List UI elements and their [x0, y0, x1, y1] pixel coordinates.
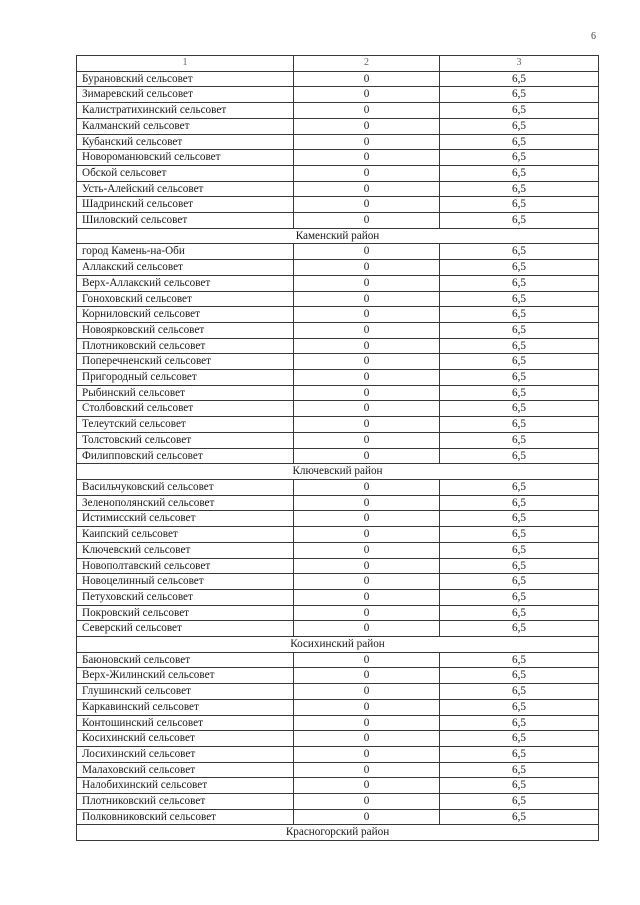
column-3-value: 6,5 [440, 103, 599, 119]
page-number: 6 [591, 31, 596, 42]
table-row [77, 370, 599, 386]
column-3-value: 6,5 [440, 165, 599, 181]
column-2-value: 0 [294, 370, 440, 386]
column-3-value: 6,5 [440, 762, 599, 778]
column-2-value: 0 [294, 260, 440, 276]
table-row [77, 322, 599, 338]
table-row [77, 684, 599, 700]
column-3-value: 6,5 [440, 181, 599, 197]
column-2-value: 0 [294, 181, 440, 197]
column-2-value: 0 [294, 542, 440, 558]
table-row [77, 558, 599, 574]
column-2-value: 0 [294, 715, 440, 731]
column-2-value: 0 [294, 731, 440, 747]
table-header-row [77, 56, 599, 72]
column-3-value: 6,5 [440, 495, 599, 511]
column-2-value: 0 [294, 778, 440, 794]
column-3-value: 6,5 [440, 338, 599, 354]
table-row [77, 652, 599, 668]
column-2-value: 0 [294, 197, 440, 213]
column-2-value: 0 [294, 432, 440, 448]
municipality-name: Ключевский сельсовет [77, 542, 294, 558]
municipality-name: Аллакский сельсовет [77, 260, 294, 276]
column-3-value: 6,5 [440, 511, 599, 527]
table-row [77, 621, 599, 637]
column-3-value: 6,5 [440, 197, 599, 213]
column-2-value: 0 [294, 746, 440, 762]
column-header-3: 3 [440, 56, 599, 72]
column-3-value: 6,5 [440, 354, 599, 370]
column-3-value: 6,5 [440, 417, 599, 433]
column-2-value: 0 [294, 479, 440, 495]
column-3-value: 6,5 [440, 322, 599, 338]
municipality-name: Пригородный сельсовет [77, 370, 294, 386]
column-2-value: 0 [294, 118, 440, 134]
municipality-name: Шадринский сельсовет [77, 197, 294, 213]
column-3-value: 6,5 [440, 715, 599, 731]
column-2-value: 0 [294, 87, 440, 103]
municipality-name: Контошинский сельсовет [77, 715, 294, 731]
column-3-value: 6,5 [440, 87, 599, 103]
column-3-value: 6,5 [440, 479, 599, 495]
municipality-name: Усть-Алейский сельсовет [77, 181, 294, 197]
table-row [77, 118, 599, 134]
municipality-name: Гоноховский сельсовет [77, 291, 294, 307]
municipality-name: Рыбинский сельсовет [77, 385, 294, 401]
municipality-name: Каипский сельсовет [77, 527, 294, 543]
table-row [77, 668, 599, 684]
table-row [77, 385, 599, 401]
column-3-value: 6,5 [440, 291, 599, 307]
municipality-name: Толстовский сельсовет [77, 432, 294, 448]
table-row [77, 307, 599, 323]
column-2-value: 0 [294, 558, 440, 574]
column-3-value: 6,5 [440, 150, 599, 166]
column-3-value: 6,5 [440, 794, 599, 810]
table-row [77, 794, 599, 810]
table-row [77, 291, 599, 307]
column-3-value: 6,5 [440, 542, 599, 558]
column-3-value: 6,5 [440, 731, 599, 747]
table-row [77, 809, 599, 825]
municipality-name: Полковниковский сельсовет [77, 809, 294, 825]
municipality-name: Зеленополянский сельсовет [77, 495, 294, 511]
table-row [77, 338, 599, 354]
column-2-value: 0 [294, 621, 440, 637]
table-row [77, 181, 599, 197]
column-3-value: 6,5 [440, 574, 599, 590]
municipality-name: Каркавинский сельсовет [77, 699, 294, 715]
column-3-value: 6,5 [440, 71, 599, 87]
column-header-1: 1 [77, 56, 294, 72]
column-3-value: 6,5 [440, 275, 599, 291]
column-3-value: 6,5 [440, 652, 599, 668]
municipality-name: Новороманювский сельсовет [77, 150, 294, 166]
column-2-value: 0 [294, 307, 440, 323]
table-row [77, 527, 599, 543]
table-row [77, 165, 599, 181]
table-row [77, 605, 599, 621]
column-2-value: 0 [294, 809, 440, 825]
municipality-name: Истимисский сельсовет [77, 511, 294, 527]
column-3-value: 6,5 [440, 370, 599, 386]
table-row [77, 103, 599, 119]
column-2-value: 0 [294, 589, 440, 605]
column-2-value: 0 [294, 103, 440, 119]
municipality-name: Поперечненский сельсовет [77, 354, 294, 370]
column-2-value: 0 [294, 762, 440, 778]
column-header-2: 2 [294, 56, 440, 72]
table-row [77, 448, 599, 464]
municipality-name: Столбовский сельсовет [77, 401, 294, 417]
column-2-value: 0 [294, 417, 440, 433]
municipality-name: Косихинский сельсовет [77, 731, 294, 747]
column-2-value: 0 [294, 511, 440, 527]
municipality-name: Зимаревский сельсовет [77, 87, 294, 103]
table-row [77, 589, 599, 605]
table-row [77, 71, 599, 87]
table-row [77, 746, 599, 762]
column-3-value: 6,5 [440, 432, 599, 448]
column-2-value: 0 [294, 71, 440, 87]
column-3-value: 6,5 [440, 260, 599, 276]
column-3-value: 6,5 [440, 621, 599, 637]
column-2-value: 0 [294, 291, 440, 307]
column-2-value: 0 [294, 668, 440, 684]
district-header-row [77, 228, 599, 244]
column-3-value: 6,5 [440, 746, 599, 762]
column-2-value: 0 [294, 652, 440, 668]
municipality-name: Северский сельсовет [77, 621, 294, 637]
column-2-value: 0 [294, 244, 440, 260]
municipality-name: Лосихинский сельсовет [77, 746, 294, 762]
column-2-value: 0 [294, 165, 440, 181]
municipality-name: Кубанский сельсовет [77, 134, 294, 150]
table-row [77, 354, 599, 370]
municipality-name: Верх-Жилинский сельсовет [77, 668, 294, 684]
column-3-value: 6,5 [440, 668, 599, 684]
table-row [77, 511, 599, 527]
table-row [77, 134, 599, 150]
table-row [77, 150, 599, 166]
column-2-value: 0 [294, 213, 440, 229]
column-2-value: 0 [294, 338, 440, 354]
municipality-name: Васильчуковский сельсовет [77, 479, 294, 495]
municipality-name: Шиловский сельсовет [77, 213, 294, 229]
table-row [77, 731, 599, 747]
municipality-name: Новоцелинный сельсовет [77, 574, 294, 590]
municipality-name: Малаховский сельсовет [77, 762, 294, 778]
district-header-row [77, 825, 599, 841]
municipality-name: Бурановский сельсовет [77, 71, 294, 87]
table-row [77, 417, 599, 433]
table-row [77, 432, 599, 448]
column-3-value: 6,5 [440, 699, 599, 715]
table-row [77, 244, 599, 260]
table-row [77, 479, 599, 495]
column-2-value: 0 [294, 385, 440, 401]
municipality-name: Покровский сельсовет [77, 605, 294, 621]
municipality-name: Корниловский сельсовет [77, 307, 294, 323]
column-2-value: 0 [294, 605, 440, 621]
table-row [77, 275, 599, 291]
district-name: Косихинский район [77, 637, 599, 653]
table-row [77, 715, 599, 731]
municipality-name: Обской сельсовет [77, 165, 294, 181]
column-2-value: 0 [294, 794, 440, 810]
table-row [77, 542, 599, 558]
municipality-name: Телеутский сельсовет [77, 417, 294, 433]
municipality-name: Верх-Аллакский сельсовет [77, 275, 294, 291]
table-row [77, 778, 599, 794]
column-2-value: 0 [294, 134, 440, 150]
column-3-value: 6,5 [440, 118, 599, 134]
municipality-name: Плотниковский сельсовет [77, 338, 294, 354]
table-row [77, 87, 599, 103]
column-3-value: 6,5 [440, 589, 599, 605]
municipality-name: Новоярковский сельсовет [77, 322, 294, 338]
table-row [77, 260, 599, 276]
table-row [77, 401, 599, 417]
column-3-value: 6,5 [440, 778, 599, 794]
municipality-name: Налобихинский сельсовет [77, 778, 294, 794]
column-3-value: 6,5 [440, 448, 599, 464]
column-3-value: 6,5 [440, 213, 599, 229]
column-3-value: 6,5 [440, 385, 599, 401]
column-3-value: 6,5 [440, 307, 599, 323]
column-3-value: 6,5 [440, 527, 599, 543]
table-row [77, 574, 599, 590]
column-2-value: 0 [294, 684, 440, 700]
column-2-value: 0 [294, 574, 440, 590]
column-2-value: 0 [294, 322, 440, 338]
municipality-name: Глушинский сельсовет [77, 684, 294, 700]
column-3-value: 6,5 [440, 684, 599, 700]
table-row [77, 495, 599, 511]
column-2-value: 0 [294, 699, 440, 715]
column-2-value: 0 [294, 401, 440, 417]
district-name: Красногорский район [77, 825, 599, 841]
district-name: Каменский район [77, 228, 599, 244]
column-2-value: 0 [294, 354, 440, 370]
column-2-value: 0 [294, 275, 440, 291]
district-name: Ключевский район [77, 464, 599, 480]
table-row [77, 213, 599, 229]
column-2-value: 0 [294, 448, 440, 464]
column-3-value: 6,5 [440, 558, 599, 574]
district-header-row [77, 464, 599, 480]
municipality-name: Новополтавский сельсовет [77, 558, 294, 574]
column-3-value: 6,5 [440, 809, 599, 825]
column-3-value: 6,5 [440, 134, 599, 150]
column-2-value: 0 [294, 150, 440, 166]
column-3-value: 6,5 [440, 401, 599, 417]
municipality-name: Калистратихинский сельсовет [77, 103, 294, 119]
municipality-name: Плотниковский сельсовет [77, 794, 294, 810]
municipality-name: Баюновский сельсовет [77, 652, 294, 668]
table-row [77, 699, 599, 715]
column-3-value: 6,5 [440, 605, 599, 621]
municipality-name: Калманский сельсовет [77, 118, 294, 134]
district-header-row [77, 637, 599, 653]
municipality-name: Петуховский сельсовет [77, 589, 294, 605]
column-3-value: 6,5 [440, 244, 599, 260]
municipality-name: Филипповский сельсовет [77, 448, 294, 464]
column-2-value: 0 [294, 527, 440, 543]
table-row [77, 197, 599, 213]
column-2-value: 0 [294, 495, 440, 511]
table-row [77, 762, 599, 778]
municipality-name: город Камень-на-Оби [77, 244, 294, 260]
tax-rate-table [76, 55, 599, 841]
